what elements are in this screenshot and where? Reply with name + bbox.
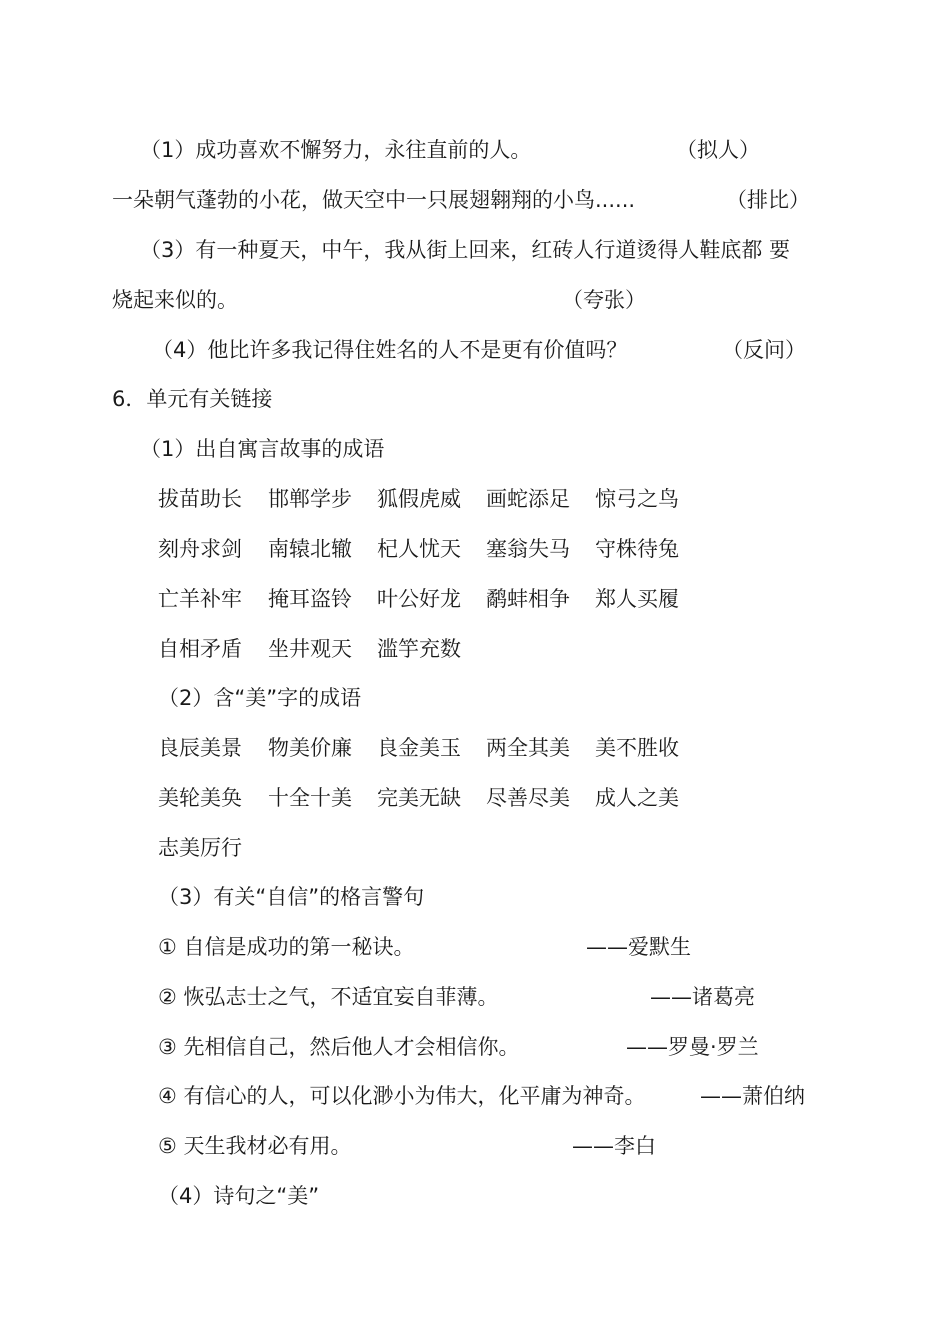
idiom: 狐假虎威 [377, 487, 461, 511]
example-rhetorical-question: （4）他比许多我记得住姓名的人不是更有价值吗？ [152, 338, 628, 362]
idiom: 良辰美景 [158, 736, 242, 760]
idiom: 十全十美 [268, 786, 352, 810]
figure-label-hyperbole: （夸张） [562, 288, 646, 312]
figure-label-rhetorical-question: （反问） [722, 338, 806, 362]
idiom: 坐井观天 [268, 637, 352, 661]
idiom: 杞人忧天 [377, 537, 461, 561]
idiom: 成人之美 [595, 786, 679, 810]
quote-author: ——爱默生 [586, 935, 691, 959]
quotes-heading: （3）有关“自信”的格言警句 [158, 885, 425, 909]
fable-idioms-heading: （1）出自寓言故事的成语 [140, 437, 385, 461]
example-parallelism: 一朵朝气蓬勃的小花，做天空中一只展翅翱翔的小鸟...... [112, 188, 636, 212]
idiom: 物美价廉 [268, 736, 352, 760]
idiom: 亡羊补牢 [158, 587, 242, 611]
poetry-heading: （4）诗句之“美” [158, 1184, 320, 1208]
figure-label-personification: （拟人） [676, 138, 760, 162]
idiom: 自相矛盾 [158, 637, 242, 661]
idiom: 志美厉行 [158, 836, 242, 860]
quote-text: ① 自信是成功的第一秘诀。 [158, 935, 415, 959]
quote-author: ——萧伯纳 [700, 1084, 805, 1108]
idiom: 塞翁失马 [486, 537, 570, 561]
idiom: 刻舟求剑 [158, 537, 242, 561]
idiom: 鹬蚌相争 [486, 587, 570, 611]
idiom: 美不胜收 [595, 736, 679, 760]
idiom: 郑人买履 [595, 587, 679, 611]
idiom: 守株待兔 [595, 537, 679, 561]
idiom: 拔苗助长 [158, 487, 242, 511]
idiom: 美轮美奂 [158, 786, 242, 810]
idiom: 两全其美 [486, 736, 570, 760]
quote-text: ⑤ 天生我材必有用。 [158, 1134, 352, 1158]
quote-text: ③ 先相信自己，然后他人才会相信你。 [158, 1035, 520, 1059]
idiom: 邯郸学步 [268, 487, 352, 511]
figure-label-parallelism: （排比） [726, 188, 810, 212]
quote-author: ——李白 [572, 1134, 656, 1158]
quote-text: ④ 有信心的人，可以化渺小为伟大，化平庸为神奇。 [158, 1084, 646, 1108]
example-personification: （1）成功喜欢不懈努力，永往直前的人。 [140, 138, 532, 162]
quote-author: ——诸葛亮 [650, 985, 755, 1009]
quote-text: ② 恢弘志士之气，不适宜妄自菲薄。 [158, 985, 499, 1009]
idiom: 画蛇添足 [486, 487, 570, 511]
idiom: 良金美玉 [377, 736, 461, 760]
section-title: 6．单元有关链接 [112, 387, 273, 411]
example-hyperbole-line1: （3）有一种夏天，中午，我从街上回来，红砖人行道烫得人鞋底都 要 [140, 238, 791, 262]
idiom: 尽善尽美 [486, 786, 570, 810]
mei-idioms-heading: （2）含“美”字的成语 [158, 686, 362, 710]
idiom: 叶公好龙 [377, 587, 461, 611]
quote-author: ——罗曼·罗兰 [626, 1035, 759, 1059]
idiom: 南辕北辙 [268, 537, 352, 561]
idiom: 惊弓之鸟 [595, 487, 679, 511]
idiom: 滥竽充数 [377, 637, 461, 661]
idiom: 掩耳盗铃 [268, 587, 352, 611]
example-hyperbole-line2: 烧起来似的。 [112, 288, 238, 312]
idiom: 完美无缺 [377, 786, 461, 810]
